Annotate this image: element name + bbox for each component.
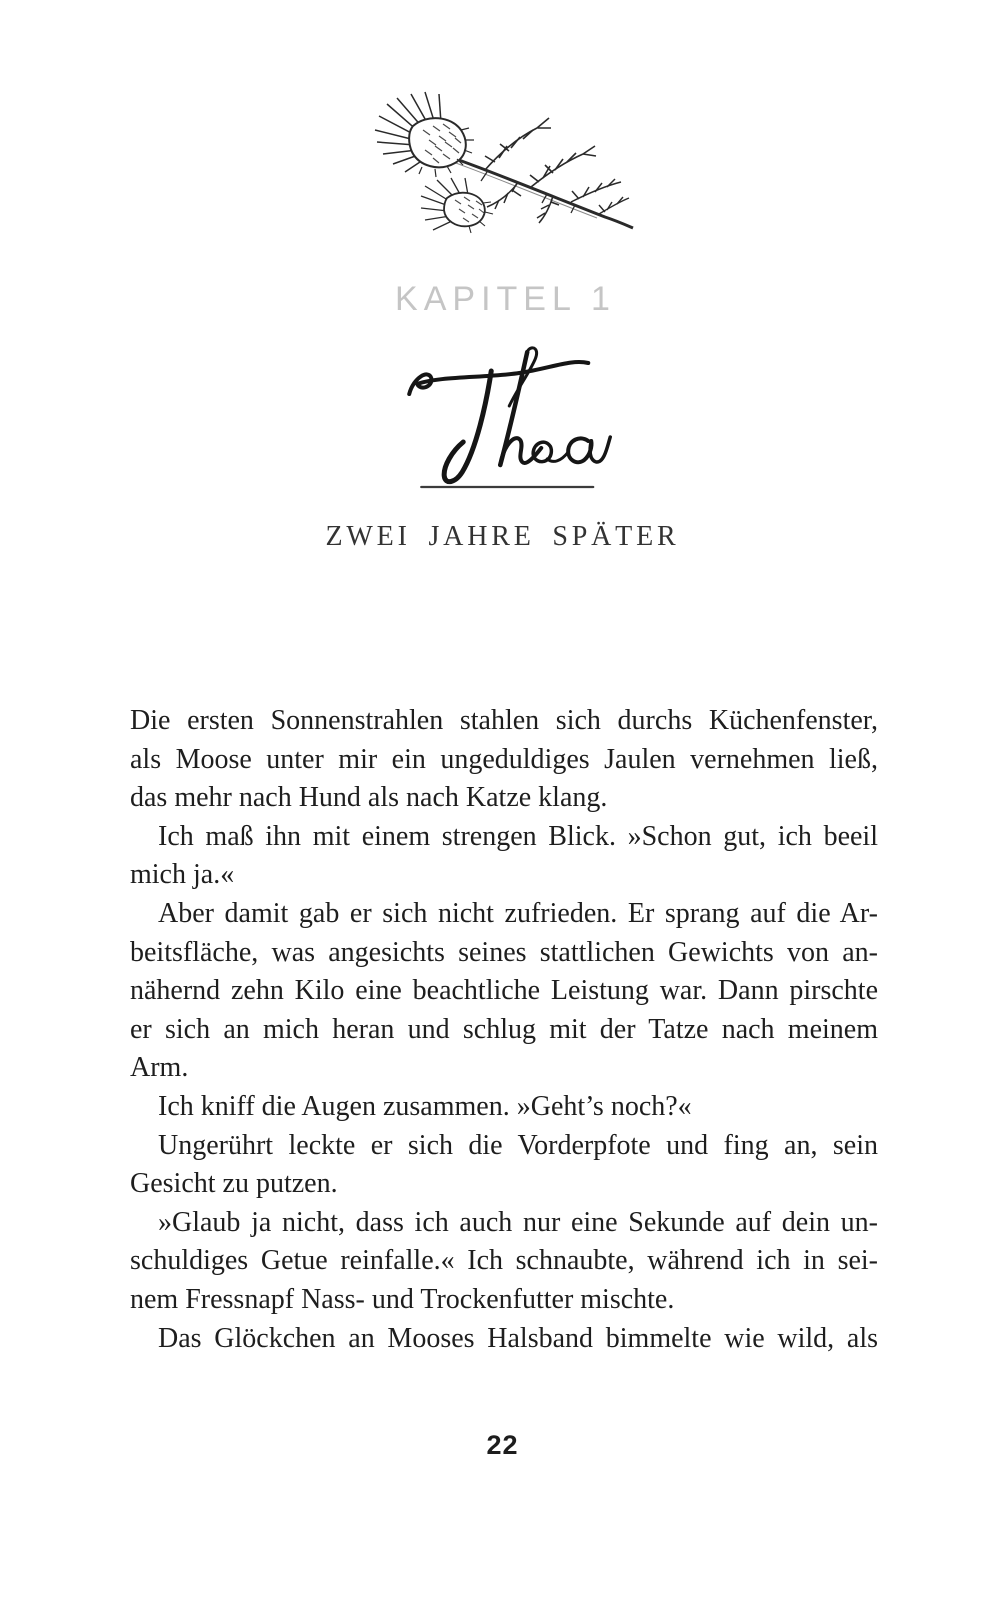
text-line: Ungerührt leckte er sich die Vorderpfote und fing an, sein — [158, 1129, 878, 1161]
text-line: Arm. — [130, 1052, 189, 1084]
text-line: Das Glöckchen an Mooses Halsband bimmelte wie wild, als — [158, 1322, 878, 1354]
thistle-illustration-svg — [367, 90, 639, 238]
chapter-label: KAPITEL 1 — [395, 280, 616, 318]
body-text — [130, 702, 878, 1358]
text-line: nem Fressnapf Nass- und Trockenfutter mischte. — [130, 1283, 675, 1315]
script-thea-svg — [401, 344, 613, 494]
text-line: Ich maß ihn mit einem strengen Blick. »Schon gut, ich beeil — [158, 820, 878, 852]
text-line: das mehr nach Hund als nach Katze klang. — [130, 782, 608, 814]
text-line: als Moose unter mir ein ungeduldiges Jaulen vernehmen ließ, — [130, 743, 878, 775]
text-line: Die ersten Sonnenstrahlen stahlen sich durchs Küchenfenster, — [130, 705, 878, 736]
text-line: er sich an mich heran und schlug mit der Tatze nach meinem — [130, 1013, 878, 1045]
thistle-illustration — [367, 90, 639, 243]
text-line: beitsfläche, was angesichts seines stattlichen Gewichts von an- — [130, 936, 878, 968]
text-line: »Glaub ja nicht, dass ich auch nur eine Sekunde auf dein un- — [158, 1206, 878, 1238]
chapter-subtitle: ZWEI JAHRE SPÄTER — [325, 521, 680, 552]
text-line: mich ja.« — [130, 859, 235, 891]
text-line: schuldiges Getue reinfalle.« Ich schnaubte, während ich in sei- — [130, 1245, 878, 1277]
text-line: Ich kniff die Augen zusammen. »Geht’s noch?« — [158, 1090, 692, 1122]
text-line: Gesicht zu putzen. — [130, 1168, 338, 1200]
chapter-name-script — [401, 344, 613, 499]
text-line: Aber damit gab er sich nicht zufrieden. Er sprang auf die Ar- — [158, 897, 878, 929]
page-number: 22 — [486, 1430, 519, 1460]
text-line: nähernd zehn Kilo eine beachtliche Leistung war. Dann pirschte — [130, 975, 878, 1007]
